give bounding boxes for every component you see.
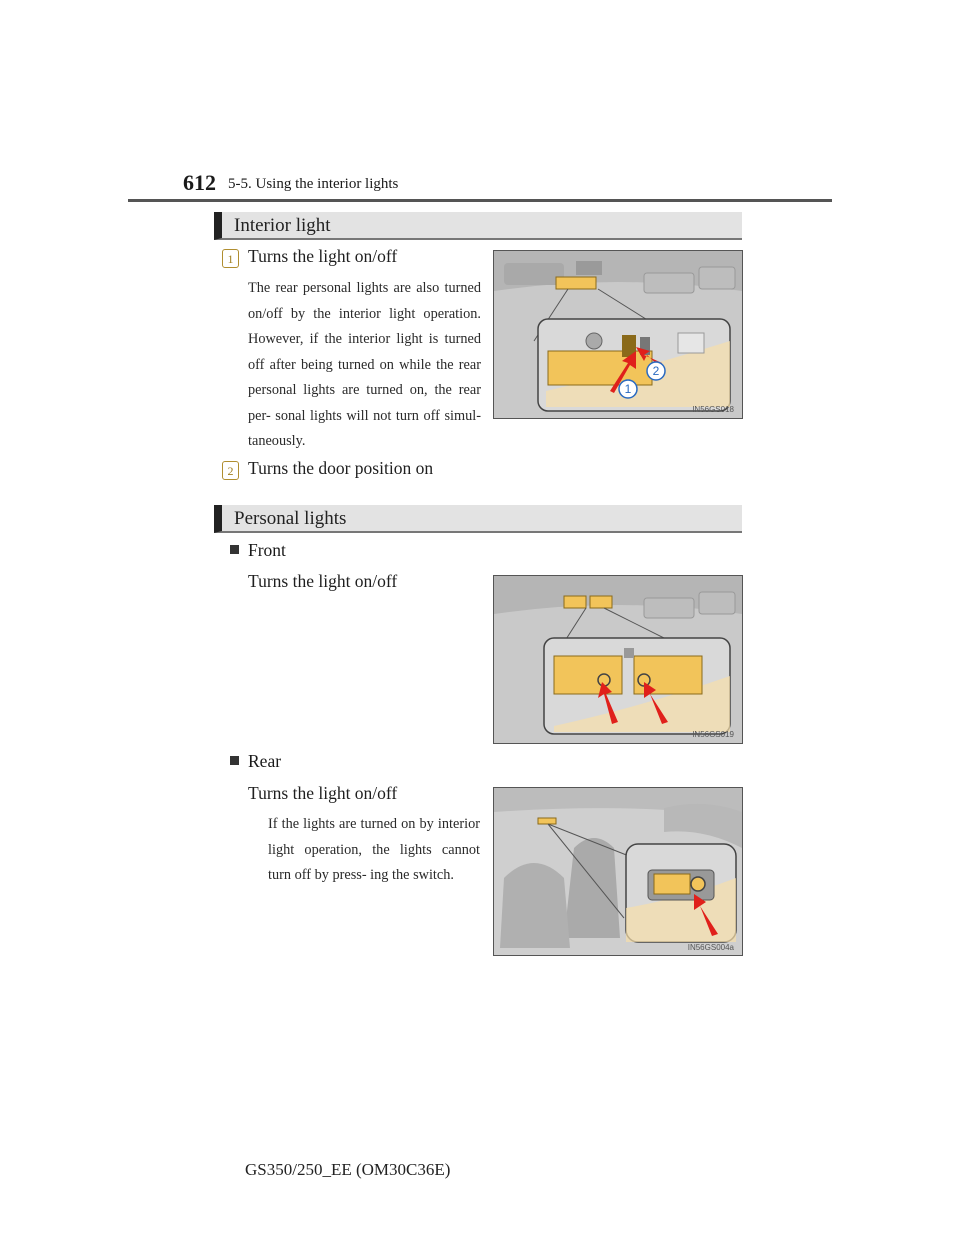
rear-personal-lights-illustration bbox=[494, 788, 742, 955]
front-personal-lights-illustration bbox=[494, 576, 742, 743]
rear-personal-lights-figure bbox=[493, 787, 743, 956]
step-badge-2: 2 bbox=[222, 461, 239, 480]
rear-body: If the lights are turned on by interior light operation, the lights cannot turn off by press- ing the switch. bbox=[268, 816, 480, 883]
bullet-square-icon bbox=[230, 545, 239, 554]
front-bullet bbox=[230, 540, 286, 561]
personal-lights-title: Personal lights bbox=[234, 508, 347, 529]
callout-2: 2 bbox=[652, 364, 660, 378]
personal-lights-title-bar bbox=[214, 505, 742, 533]
front-heading: Turns the light on/off bbox=[248, 571, 398, 591]
interior-light-title-bar bbox=[214, 212, 742, 240]
interior-light-title: Interior light bbox=[234, 215, 331, 236]
interior-light-illustration bbox=[494, 251, 742, 418]
front-personal-lights-figure bbox=[493, 575, 743, 744]
page-number: 612 bbox=[183, 170, 216, 195]
callout-1: 1 bbox=[624, 382, 632, 396]
step1-body: The rear personal lights are also turned on/off by the interior light operation. However, if the interior light is turned off after being turned on while the rear personal lights are turned on, the rear per- sonal lights will not turn off simul- taneously. bbox=[248, 280, 481, 449]
rear-bullet bbox=[230, 751, 281, 772]
front-label: Front bbox=[248, 540, 286, 560]
figure-code-3: IN56GS004a bbox=[687, 943, 734, 952]
footer-model: GS350/250_EE (OM30C36E) bbox=[245, 1160, 451, 1179]
interior-light-figure bbox=[493, 250, 743, 419]
figure-code-1: IN56GS018 bbox=[692, 405, 734, 414]
step-badge-1: 1 bbox=[222, 249, 239, 268]
bullet-square-icon bbox=[230, 756, 239, 765]
step1-heading: Turns the light on/off bbox=[248, 246, 398, 266]
header-rule bbox=[128, 199, 832, 202]
figure-code-2: IN56GS019 bbox=[692, 730, 734, 739]
step2-heading: Turns the door position on bbox=[248, 458, 434, 478]
section-title: 5-5. Using the interior lights bbox=[228, 176, 399, 192]
rear-heading: Turns the light on/off bbox=[248, 783, 398, 803]
rear-label: Rear bbox=[248, 751, 282, 771]
